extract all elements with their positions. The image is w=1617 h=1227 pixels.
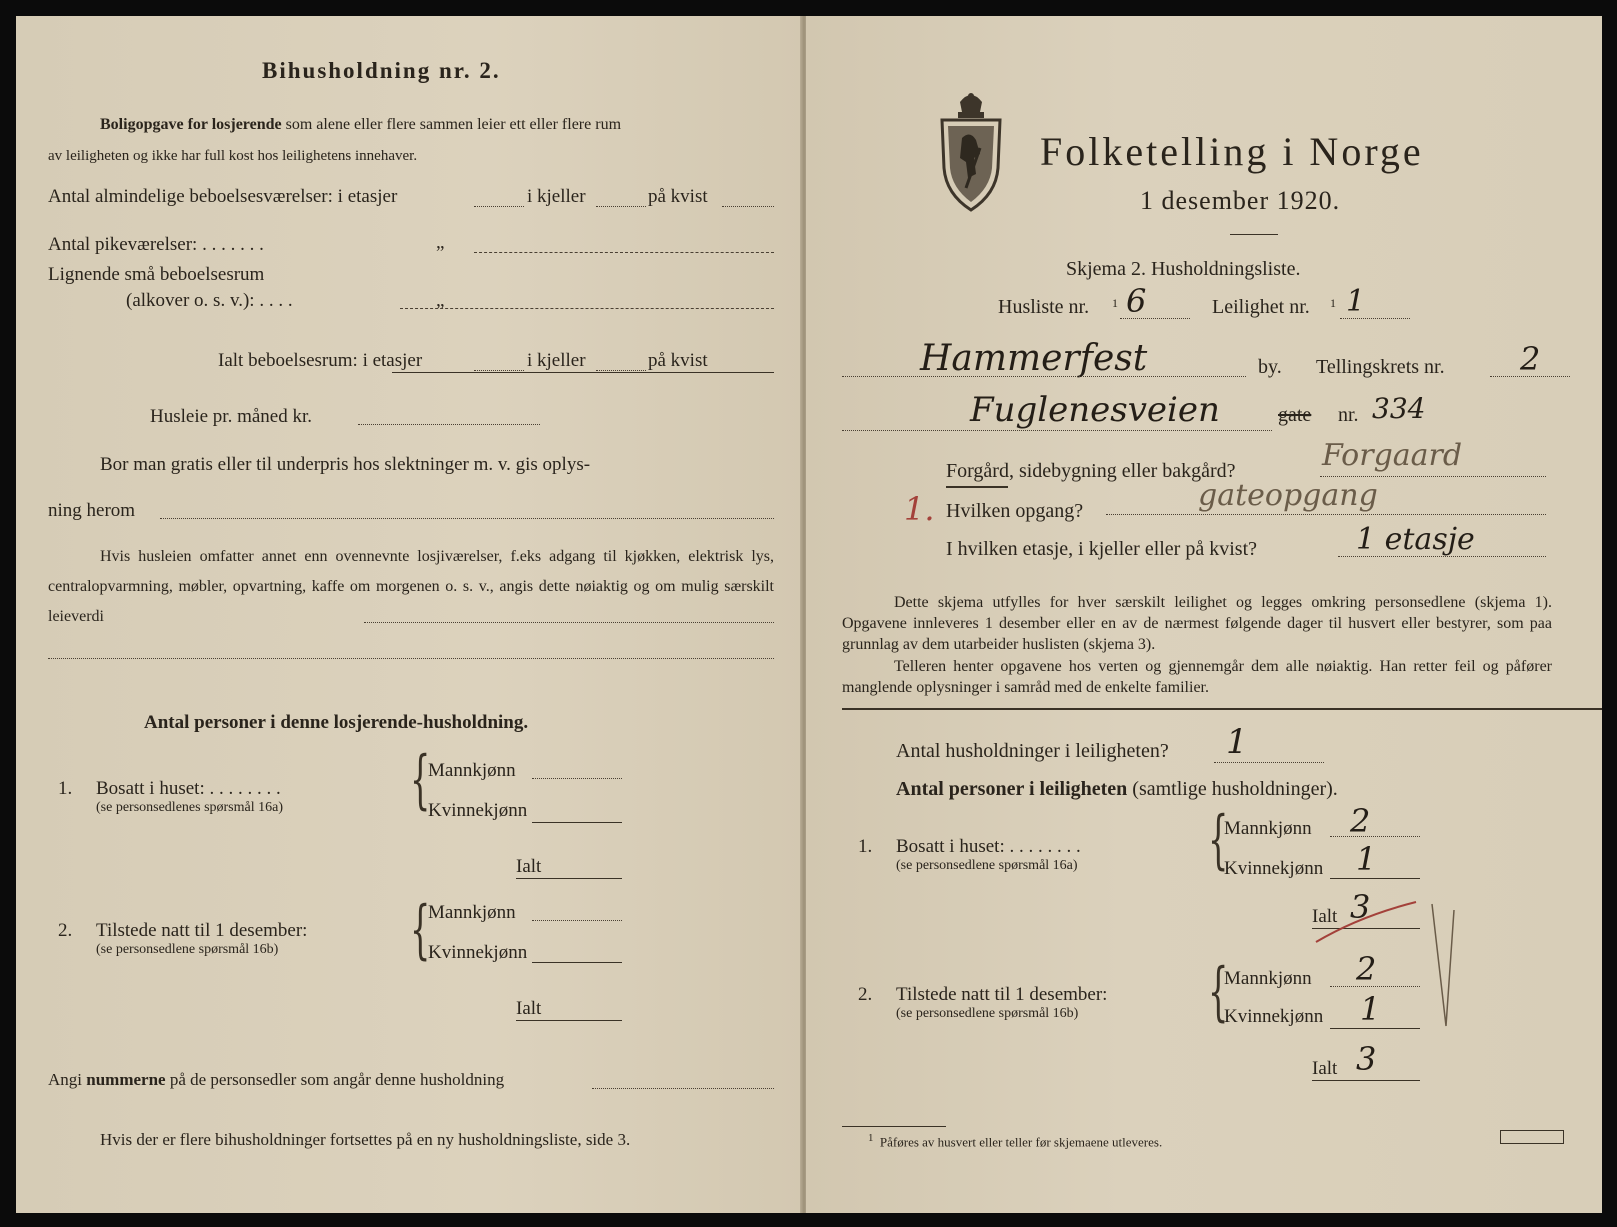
lignende-line1: Lignende små beboelsesrum [48,264,265,285]
hvis-paragraph: Hvis husleien omfatter annet enn ovennevnte losjiværelser, f.eks adgang til kjøkken, elektrisk lys, centralopvarmning, møbler, opvartning, kaffe om morgenen o. s. v., angis dette nøiaktig og om mulig særskilt leieverdi [48,548,774,625]
ialt-rooms-label: Ialt beboelsesrum: i etasjer [218,350,423,371]
norwegian-coat-of-arms-icon [936,88,1006,214]
intro-bold: Boligopgave for losjerende [100,116,282,133]
right-q2-mann-value: 2 [1356,950,1377,988]
left-q2-label: Tilstede natt til 1 desember: [96,920,308,941]
krets-label: Tellingskrets nr. [1316,356,1445,378]
intro-rest: som alene eller flere sammen leier ett eller flere rum [285,116,622,133]
red-strike-mark [1310,896,1420,946]
right-q2-num: 2. [858,984,873,1005]
right-q1-ialt-value: 3 [1350,888,1371,926]
right-q2-ialt-value: 3 [1356,1040,1377,1078]
ialt-kvist-label: på kvist [648,350,708,371]
rooms-kvist-label: på kvist [648,186,708,207]
intro-line2: av leiligheten og ikke har full kost hos leilighetens innehaver. [48,148,418,164]
printer-stamp [1500,1130,1564,1144]
right-q1-num: 1. [858,836,873,857]
right-q2-kvinne-value: 1 [1360,990,1381,1028]
info-para1: Dette skjema utfylles for hver særskilt leilighet og legges omkring personsedlene (skjema 1). Opgavene innleveres 1 desember eller en av de nærmest følgende dager til husvert eller bestyrer, som paa grunnlag av dem utarbeider huslisten (skjema 3). [842,594,1552,653]
right-q1-ialt-label: Ialt [1312,906,1338,927]
forgaard-value: Forgaard [1322,438,1463,473]
etasje-value: 1 etasje [1356,522,1475,557]
husliste-value: 6 [1126,282,1147,320]
hush-label: Antal husholdninger i leiligheten? [896,740,1169,762]
right-q1-mann-label: Mannkjønn [1224,818,1312,839]
rooms-kjeller-label: i kjeller [527,186,586,207]
opgang-label: Hvilken opgang? [946,500,1084,522]
gate-label: gate [1278,404,1312,426]
persons-line [896,778,1338,801]
opgang-value: gateopgang [1198,478,1378,513]
left-q1-kvinne-label: Kvinnekjønn [428,800,528,821]
lignende-line2: (alkover o. s. v.): . . . . [126,290,293,311]
right-title: Folketelling i Norge [1040,129,1424,174]
ialt-kjeller-label: i kjeller [527,350,586,371]
left-q1-mann-label: Mannkjønn [428,760,516,781]
footnote [868,1132,1162,1150]
lignende-ditto: „ [436,290,445,311]
angi-pre: Angi [48,1070,82,1089]
angi-post: på de personsedler som angår denne husholdning [169,1070,505,1089]
left-q1-num: 1. [58,778,73,799]
leilighet-label: Leilighet nr. [1212,296,1310,318]
rooms-label: Antal almindelige beboelsesværelser: i etasjer [48,186,398,207]
right-q1-label: Bosatt i huset: . . . . . . . . [896,836,1081,857]
left-intro [100,116,621,134]
left-q1-sub: (se personsedlenes spørsmål 16a) [96,800,284,815]
leilighet-sup: 1 [1330,296,1336,310]
right-q2-kvinne-label: Kvinnekjønn [1224,1006,1324,1027]
right-q1-sub: (se personsedlene spørsmål 16a) [896,858,1078,873]
pencil-check-mark [1428,900,1458,1030]
left-persons-heading: Antal personer i denne losjerende-husholdning. [144,712,529,733]
right-q2-sub: (se personsedlene spørsmål 16b) [896,1006,1079,1021]
info-para2: Telleren henter opgavene hos verten og gjennemgår dem alle nøiaktig. Han retter feil og påfører manglende oplysninger i samråd med de enkelte familier. [842,658,1552,696]
by-value: Hammerfest [920,338,1148,379]
right-q2-mann-label: Mannkjønn [1224,968,1312,989]
footnote-marker: 1 [868,1132,874,1144]
angi-line [48,1070,504,1090]
persons-rest: (samtlige husholdninger). [1132,778,1338,800]
right-q1-mann-value: 2 [1350,802,1371,840]
husleie-label: Husleie pr. måned kr. [150,406,312,427]
red-pencil-mark: 1. [904,490,935,528]
left-q2-ialt-label: Ialt [516,998,542,1019]
left-q2-sub: (se personsedlene spørsmål 16b) [96,942,279,957]
bor-line2: ning herom [48,500,136,521]
husliste-sup: 1 [1112,296,1118,310]
bor-line1: Bor man gratis eller til underpris hos slektninger m. v. gis oplys- [100,454,591,475]
left-q1-label: Bosatt i huset: . . . . . . . . [96,778,281,799]
persons-bold: Antal personer i leiligheten [896,778,1128,800]
right-q2-ialt-label: Ialt [1312,1058,1338,1079]
skjema-line: Skjema 2. Husholdningsliste. [1066,258,1301,280]
leilighet-value: 1 [1346,284,1366,319]
left-q2-kvinne-label: Kvinnekjønn [428,942,528,963]
forgaard-label: Forgård, sidebygning eller bakgård? [946,460,1236,482]
hush-value: 1 [1226,722,1248,762]
footnote-text: Påføres av husvert eller teller før skjemaene utleveres. [879,1134,1163,1150]
right-subtitle: 1 desember 1920. [1140,186,1341,215]
right-q1-kvinne-label: Kvinnekjønn [1224,858,1324,879]
angi-bold: nummerne [86,1070,166,1089]
left-footer: Hvis der er flere bihusholdninger fortsettes på en ny husholdningsliste, side 3. [100,1130,631,1149]
by-label: by. [1258,356,1282,378]
right-q2-label: Tilstede natt til 1 desember: [896,984,1108,1005]
left-q2-mann-label: Mannkjønn [428,902,516,923]
left-q1-ialt-label: Ialt [516,856,542,877]
right-q1-kvinne-value: 1 [1356,840,1377,878]
etasje-label: I hvilken etasje, i kjeller eller på kvist? [946,538,1257,560]
left-q2-num: 2. [58,920,73,941]
nr-label: nr. [1338,404,1359,426]
pike-ditto: „ [436,232,445,253]
gate-value: Fuglenesveien [970,390,1220,430]
husliste-label: Husliste nr. [998,296,1090,318]
pike-label: Antal pikeværelser: . . . . . . . [48,234,264,255]
left-title: Bihusholdning nr. 2. [262,58,501,83]
nr-value: 334 [1372,392,1426,425]
krets-value: 2 [1520,340,1541,378]
